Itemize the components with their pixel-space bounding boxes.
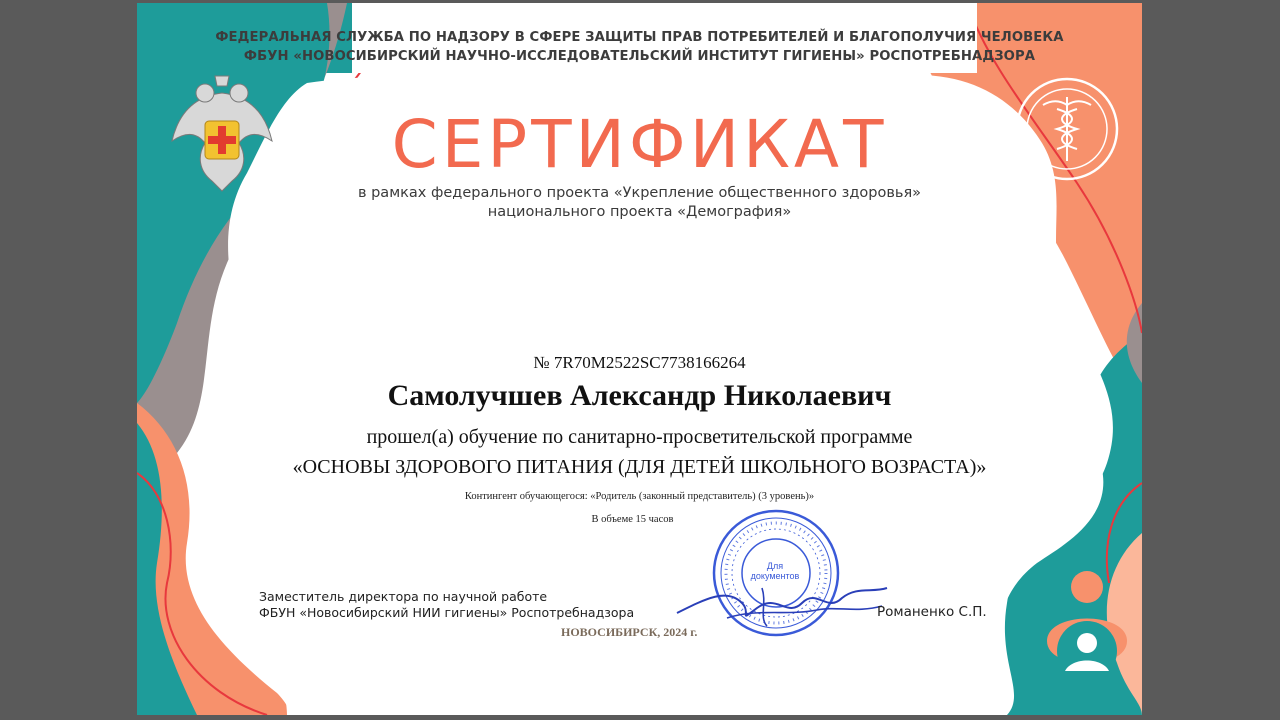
stamp-text-line-1: Для xyxy=(766,561,784,571)
parent-child-icon xyxy=(1037,571,1137,695)
contingent-info: Контингент обучающегося: «Родитель (законный представитель) (3 уровень)» xyxy=(464,491,815,502)
signer-position xyxy=(259,589,634,621)
agency-header xyxy=(137,28,1142,66)
stamp-text-line-2: документов xyxy=(750,571,800,581)
agency-line-2: ФБУН «НОВОСИБИРСКИЙ НАУЧНО-ИССЛЕДОВАТЕЛЬСКИЙ ИНСТИТУТ ГИГИЕНЫ» РОСПОТРЕБНАДЗОРА xyxy=(243,49,1036,64)
course-volume: В объеме 15 часов xyxy=(591,514,674,525)
certificate-page xyxy=(137,3,1142,715)
certificate-title: СЕРТИФИКАТ xyxy=(391,106,888,183)
program-name: «ОСНОВЫ ЗДОРОВОГО ПИТАНИЯ (ДЛЯ ДЕТЕЙ ШКОЛЬНОГО ВОЗРАСТА)» xyxy=(292,456,987,478)
subtitle-line-2: национального проекта «Демография» xyxy=(487,204,792,220)
agency-line-1: ФЕДЕРАЛЬНАЯ СЛУЖБА ПО НАДЗОРУ В СФЕРЕ ЗАЩИТЫ ПРАВ ПОТРЕБИТЕЛЕЙ И БЛАГОПОЛУЧИЯ ЧЕЛОВЕКА xyxy=(215,30,1064,45)
certificate-subtitle xyxy=(137,184,1142,222)
signer-position-line-2: ФБУН «Новосибирский НИИ гигиены» Роспотребнадзора xyxy=(259,605,635,620)
certificate-serial-number: № 7R70M2522SC7738166264 xyxy=(533,353,746,372)
subtitle-line-1: в рамках федерального проекта «Укрепление общественного здоровья» xyxy=(357,185,922,201)
signer-name: Романенко С.П. xyxy=(877,604,987,620)
recipient-name: Самолучшев Александр Николаевич xyxy=(387,379,892,412)
completion-statement: прошел(а) обучение по санитарно-просветительской программе xyxy=(366,426,913,448)
signer-position-line-1: Заместитель директора по научной работе xyxy=(259,589,548,604)
city-year: НОВОСИБИРСК, 2024 г. xyxy=(561,625,698,639)
handwritten-signature xyxy=(667,568,897,638)
